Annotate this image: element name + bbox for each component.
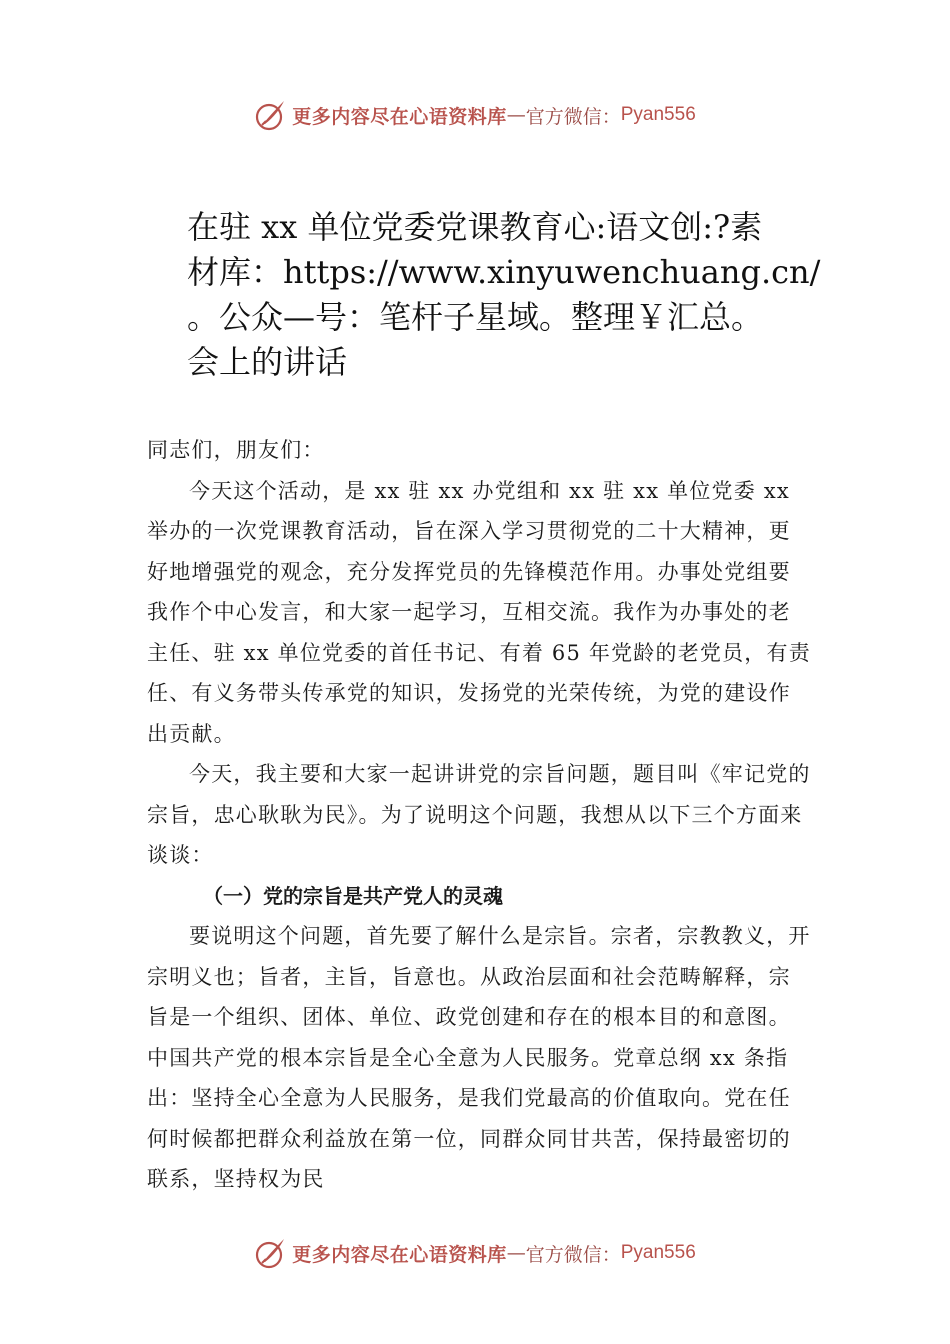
quill-pen-logo-icon [254, 98, 288, 132]
title-line-2: 材库：https://www.xinyuwenchuang.cn/ [187, 253, 821, 291]
banner-separator: — [506, 1242, 526, 1264]
section-heading-1: （一）党的宗旨是共产党人的灵魂 [203, 883, 503, 908]
footer-banner [0, 1233, 950, 1273]
banner-brand-text: 更多内容尽在心语资料库 [292, 105, 507, 128]
paragraph-intro: 今天这个活动，是 xx 驻 xx 办党组和 xx 驻 xx 单位党委 xx 举办的一次党课教育活动，旨在深入学习贯彻党的二十大精神，更好地增强党的观念，充分发挥党员的先锋模范作用。办事处党组要我作个中心发言，和大家一起学习，互相交流。我作为办事处的老主任、驻 xx 单位党委的首任书记、有着 65 年党龄的老党员，有责任、有义务带头传承党的知识，发扬党的光荣传统，为党的建设作出贡献。 [147, 478, 811, 746]
document-body [147, 430, 812, 1200]
banner-wechat-label: 官方微信： [525, 1243, 621, 1266]
paragraph-purpose: 要说明这个问题，首先要了解什么是宗旨。宗者，宗教教义，开宗明义也；旨者，主旨，旨意也。从政治层面和社会范畴解释，宗旨是一个组织、团体、单位、政党创建和存在的根本目的和意图。中国共产党的根本宗旨是全心全意为人民服务。党章总纲 xx 条指出：坚持全心全意为人民服务，是我们党最高的价值取向。党在任何时候都把群众利益放在第一位，同群众同甘共苦，保持最密切的联系，坚持权为民 [147, 924, 811, 1191]
title-line-1: 在驻 xx 单位党委党课教育心:语文创:?素 [187, 208, 763, 246]
title-line-4: 会上的讲话 [187, 343, 348, 381]
salutation: 同志们，朋友们： [147, 438, 325, 462]
document-title [187, 205, 847, 385]
banner-wechat-id: Pyan556 [620, 104, 696, 125]
banner-brand-text: 更多内容尽在心语资料库 [292, 1243, 507, 1266]
banner-wechat-label: 官方微信： [525, 105, 621, 128]
quill-pen-logo-icon [254, 1236, 288, 1270]
banner-separator: — [506, 104, 526, 126]
paragraph-topic: 今天，我主要和大家一起讲讲党的宗旨问题，题目叫《牢记党的宗旨，忠心耿耿为民》。为了说明这个问题，我想从以下三个方面来谈谈： [147, 762, 811, 867]
title-line-3: 。公众—号：笔杆子星域。整理￥汇总。 [187, 298, 764, 336]
header-banner [0, 95, 950, 135]
banner-wechat-id: Pyan556 [620, 1242, 696, 1263]
